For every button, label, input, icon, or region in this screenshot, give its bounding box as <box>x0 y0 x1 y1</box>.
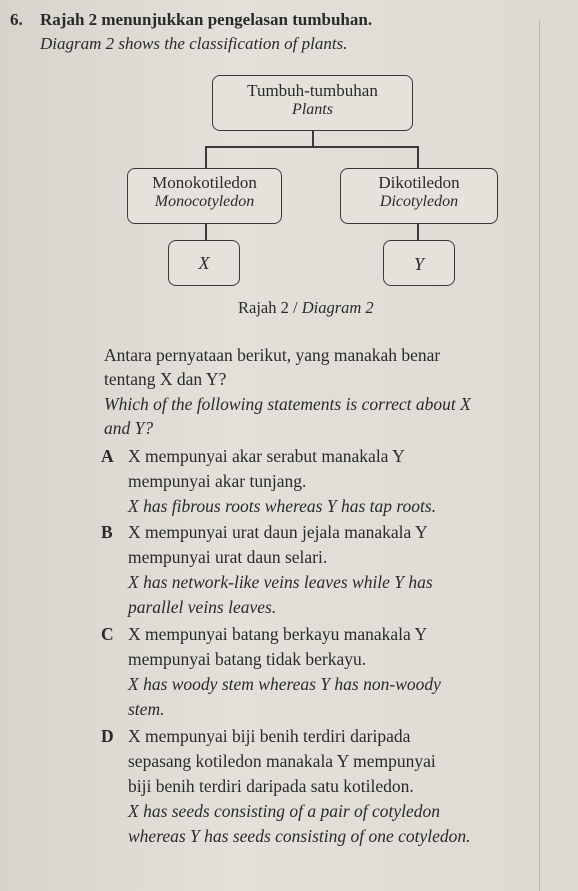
diagram-caption <box>238 298 374 318</box>
option-c-malay-line1: X mempunyai batang berkayu manakala Y <box>128 624 428 644</box>
option-c-malay-line2: mempunyai batang tidak berkayu. <box>128 649 367 669</box>
stem-english-line1: Which of the following statements is correct about X <box>104 394 471 414</box>
dicot-label-english: Dicotyledon <box>379 193 459 210</box>
option-a-malay-line2: mempunyai akar tunjang. <box>128 471 307 491</box>
option-a-letter: A <box>101 446 114 466</box>
option-d-malay-line1: X mempunyai biji benih terdiri daripada <box>128 726 411 746</box>
caption-malay: Rajah 2 / <box>238 298 302 317</box>
option-d-letter: D <box>101 726 114 746</box>
option-b-letter: B <box>101 522 113 542</box>
root-label-malay: Tumbuh-tumbuhan <box>247 81 378 100</box>
stem-malay-line1: Antara pernyataan berikut, yang manakah benar <box>104 345 441 365</box>
option-d-malay-line2: sepasang kotiledon manakala Y mempunyai <box>128 751 436 771</box>
option-c-letter: C <box>101 624 114 644</box>
connector-monocot-x <box>205 224 207 240</box>
x-box <box>168 240 240 286</box>
stem-english-line2: and Y? <box>104 418 154 438</box>
caption-english: Diagram 2 <box>301 298 374 317</box>
question-number: 6. <box>10 10 23 29</box>
option-a-english-line1: X has fibrous roots whereas Y has tap roots. <box>128 496 437 516</box>
option-d-english-line1: X has seeds consisting of a pair of cotyledon <box>128 801 441 821</box>
page-edge <box>539 20 540 891</box>
question-title-english: Diagram 2 shows the classification of plants. <box>40 34 348 53</box>
connector-dicot-y <box>417 224 419 240</box>
root-label-english: Plants <box>292 101 333 118</box>
option-d-english-line2: whereas Y has seeds consisting of one cotyledon. <box>128 826 471 846</box>
monocot-box <box>127 168 282 224</box>
connector-left-down <box>205 146 207 168</box>
question-title-malay: Rajah 2 menunjukkan pengelasan tumbuhan. <box>40 10 373 29</box>
connector-horizontal <box>205 146 418 148</box>
option-b-english-line2: parallel veins leaves. <box>128 597 277 617</box>
x-label: X <box>198 253 210 273</box>
option-a-malay-line1: X mempunyai akar serabut manakala Y <box>128 446 405 466</box>
y-label: Y <box>413 254 424 274</box>
monocot-label-english: Monocotyledon <box>154 193 255 210</box>
dicot-box <box>340 168 498 224</box>
option-c-english-line1: X has woody stem whereas Y has non-woody <box>128 674 441 694</box>
option-d-malay-line3: biji benih terdiri daripada satu kotiledon. <box>128 776 414 796</box>
stem-malay-line2: tentang X dan Y? <box>104 369 227 389</box>
monocot-label-malay: Monokotiledon <box>152 173 257 192</box>
connector-right-down <box>417 146 419 168</box>
root-box <box>212 75 413 131</box>
option-b-malay-line1: X mempunyai urat daun jejala manakala Y <box>128 522 428 542</box>
option-b-english-line1: X has network-like veins leaves while Y has <box>128 572 433 592</box>
y-box <box>383 240 455 286</box>
dicot-label-malay: Dikotiledon <box>378 173 460 192</box>
option-b-malay-line2: mempunyai urat daun selari. <box>128 547 328 567</box>
connector-root-down <box>312 131 314 146</box>
option-c-english-line2: stem. <box>128 699 165 719</box>
